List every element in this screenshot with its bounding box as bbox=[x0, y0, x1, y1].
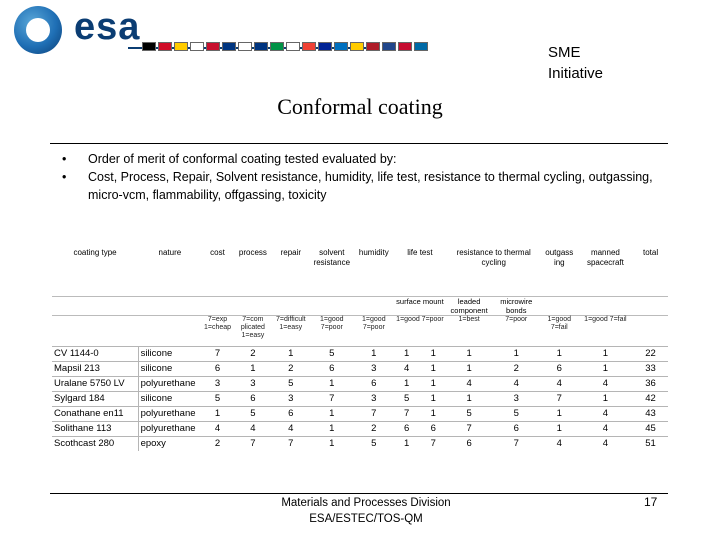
cell-value: 6 bbox=[309, 362, 354, 377]
header-nature: nature bbox=[138, 248, 202, 297]
flag-icon bbox=[238, 42, 252, 51]
flag-icon bbox=[366, 42, 380, 51]
scale-process: 7=com plicated 1=easy bbox=[233, 316, 272, 347]
cell-value: 1 bbox=[578, 392, 633, 407]
header-life-test: life test bbox=[393, 248, 446, 297]
flag-icon bbox=[174, 42, 188, 51]
cell-value: 5 bbox=[309, 347, 354, 362]
sme-line-1: SME bbox=[548, 44, 581, 61]
cell-value: 1 bbox=[309, 437, 354, 452]
scale-thermal-best: 1=best bbox=[447, 316, 492, 347]
flag-icon bbox=[398, 42, 412, 51]
cell-value: 1 bbox=[393, 437, 420, 452]
cell-value: 6 bbox=[447, 437, 492, 452]
scale-outgassing: 1=good 7=fail bbox=[541, 316, 578, 347]
header-repair: repair bbox=[272, 248, 309, 297]
cell-value: 4 bbox=[578, 437, 633, 452]
cell-value: 45 bbox=[633, 422, 668, 437]
table-header-row bbox=[52, 248, 668, 297]
cell-value: 7 bbox=[541, 392, 578, 407]
table-row bbox=[52, 362, 668, 377]
cell-value: 3 bbox=[492, 392, 541, 407]
flag-icon bbox=[334, 42, 348, 51]
flag-icon bbox=[222, 42, 236, 51]
coating-table-container bbox=[52, 248, 668, 449]
scale-thermal-poor: 7=poor bbox=[492, 316, 541, 347]
cell-value: 4 bbox=[202, 422, 234, 437]
cell-value: 2 bbox=[233, 347, 272, 362]
cell-value: 1 bbox=[578, 362, 633, 377]
cell-value: 6 bbox=[420, 422, 447, 437]
cell-nature: silicone bbox=[138, 347, 202, 362]
cell-value: 1 bbox=[309, 407, 354, 422]
cell-coating-type: CV 1144-0 bbox=[52, 347, 138, 362]
header-process: process bbox=[233, 248, 272, 297]
header-outgassing: outgass ing bbox=[541, 248, 578, 297]
footer-division: Materials and Processes Division bbox=[281, 497, 451, 509]
bullet-item bbox=[62, 150, 682, 168]
flag-icon bbox=[350, 42, 364, 51]
cell-value: 3 bbox=[233, 377, 272, 392]
bullet-text: Order of merit of conformal coating tested evaluated by: bbox=[88, 152, 397, 166]
cell-value: 42 bbox=[633, 392, 668, 407]
cell-value: 2 bbox=[354, 422, 393, 437]
table-row bbox=[52, 422, 668, 437]
cell-value: 5 bbox=[492, 407, 541, 422]
cell-value: 1 bbox=[420, 407, 447, 422]
cell-value: 4 bbox=[578, 407, 633, 422]
cell-value: 4 bbox=[447, 377, 492, 392]
bullet-list bbox=[62, 150, 682, 204]
cell-value: 1 bbox=[420, 347, 447, 362]
esa-logo-text: esa bbox=[74, 6, 141, 48]
cell-value: 1 bbox=[492, 347, 541, 362]
cell-value: 1 bbox=[393, 377, 420, 392]
cell-value: 6 bbox=[272, 407, 309, 422]
cell-nature: silicone bbox=[138, 362, 202, 377]
header-humidity: humidity bbox=[354, 248, 393, 297]
cell-value: 3 bbox=[272, 392, 309, 407]
header-solvent: solvent resistance bbox=[309, 248, 354, 297]
header-cost: cost bbox=[202, 248, 234, 297]
cell-value: 7 bbox=[354, 407, 393, 422]
cell-value: 1 bbox=[233, 362, 272, 377]
cell-value: 7 bbox=[233, 437, 272, 452]
bullet-text: Cost, Process, Repair, Solvent resistance, humidity, life test, resistance to thermal cycling, outgassing, micro-vcm, flammability, offgassing, toxicity bbox=[88, 170, 653, 202]
cell-value: 4 bbox=[272, 422, 309, 437]
cell-nature: silicone bbox=[138, 392, 202, 407]
cell-value: 4 bbox=[492, 377, 541, 392]
cell-value: 6 bbox=[354, 377, 393, 392]
cell-value: 2 bbox=[272, 362, 309, 377]
table-row bbox=[52, 392, 668, 407]
cell-value: 51 bbox=[633, 437, 668, 452]
bullet-item bbox=[62, 168, 682, 204]
cell-value: 33 bbox=[633, 362, 668, 377]
cell-value: 7 bbox=[309, 392, 354, 407]
cell-value: 1 bbox=[420, 377, 447, 392]
cell-value: 1 bbox=[541, 407, 578, 422]
flag-icon bbox=[302, 42, 316, 51]
flag-icon bbox=[270, 42, 284, 51]
cell-value: 1 bbox=[447, 347, 492, 362]
bullet-icon: • bbox=[62, 170, 67, 184]
flag-icon bbox=[382, 42, 396, 51]
cell-value: 4 bbox=[578, 377, 633, 392]
cell-value: 4 bbox=[578, 422, 633, 437]
scale-cost: 7=exp 1=cheap bbox=[202, 316, 234, 347]
table-body bbox=[52, 347, 668, 452]
cell-value: 1 bbox=[447, 392, 492, 407]
flag-icon bbox=[190, 42, 204, 51]
cell-value: 3 bbox=[354, 362, 393, 377]
cell-value: 7 bbox=[447, 422, 492, 437]
cell-value: 5 bbox=[447, 407, 492, 422]
flag-icon bbox=[286, 42, 300, 51]
cell-nature: polyurethane bbox=[138, 422, 202, 437]
coating-merit-table bbox=[52, 248, 668, 451]
table-scale-row bbox=[52, 316, 668, 347]
esa-globe-icon bbox=[14, 6, 62, 54]
table-row bbox=[52, 347, 668, 362]
cell-value: 7 bbox=[272, 437, 309, 452]
bullet-icon: • bbox=[62, 152, 67, 166]
flag-icon bbox=[158, 42, 172, 51]
cell-value: 7 bbox=[420, 437, 447, 452]
subheader-microwire: microwire bonds bbox=[500, 297, 533, 315]
cell-value: 7 bbox=[202, 347, 234, 362]
cell-value: 3 bbox=[354, 392, 393, 407]
cell-value: 5 bbox=[354, 437, 393, 452]
cell-value: 4 bbox=[233, 422, 272, 437]
footer-divider bbox=[50, 493, 668, 494]
table-row bbox=[52, 377, 668, 392]
cell-value: 1 bbox=[420, 362, 447, 377]
cell-value: 1 bbox=[578, 347, 633, 362]
scale-life-test: 1=good 7=poor bbox=[393, 316, 446, 347]
scale-repair: 7=difficult 1=easy bbox=[272, 316, 309, 347]
cell-coating-type: Conathane en11 bbox=[52, 407, 138, 422]
subheader-surface-mount: surface mount bbox=[396, 297, 444, 306]
table-row bbox=[52, 407, 668, 422]
sme-line-2: Initiative bbox=[548, 65, 604, 82]
scale-humidity: 1=good 7=poor bbox=[354, 316, 393, 347]
cell-nature: epoxy bbox=[138, 437, 202, 452]
cell-value: 36 bbox=[633, 377, 668, 392]
cell-value: 1 bbox=[309, 422, 354, 437]
cell-value: 4 bbox=[541, 437, 578, 452]
cell-value: 1 bbox=[541, 422, 578, 437]
cell-value: 43 bbox=[633, 407, 668, 422]
cell-nature: polyurethane bbox=[138, 407, 202, 422]
cell-value: 1 bbox=[447, 362, 492, 377]
subheader-leaded: leaded component bbox=[450, 297, 488, 315]
cell-value: 1 bbox=[272, 347, 309, 362]
slide-title: Conformal coating bbox=[277, 94, 443, 119]
footer-text bbox=[250, 495, 482, 527]
cell-coating-type: Mapsil 213 bbox=[52, 362, 138, 377]
cell-value: 1 bbox=[393, 347, 420, 362]
flag-icon bbox=[142, 42, 156, 51]
cell-value: 6 bbox=[541, 362, 578, 377]
header-coating-type: coating type bbox=[52, 248, 138, 297]
cell-coating-type: Uralane 5750 LV bbox=[52, 377, 138, 392]
table-subheader-row bbox=[52, 297, 668, 316]
sme-initiative-label bbox=[548, 42, 603, 84]
cell-value: 6 bbox=[492, 422, 541, 437]
cell-value: 6 bbox=[233, 392, 272, 407]
cell-value: 4 bbox=[541, 377, 578, 392]
cell-value: 5 bbox=[272, 377, 309, 392]
cell-value: 7 bbox=[492, 437, 541, 452]
header-total: total bbox=[633, 248, 668, 297]
cell-value: 6 bbox=[202, 362, 234, 377]
cell-value: 1 bbox=[420, 392, 447, 407]
scale-solvent: 1=good 7=poor bbox=[309, 316, 354, 347]
cell-value: 1 bbox=[541, 347, 578, 362]
cell-value: 5 bbox=[393, 392, 420, 407]
footer-department: ESA/ESTEC/TOS-QM bbox=[309, 513, 423, 525]
cell-value: 1 bbox=[309, 377, 354, 392]
flag-icon bbox=[414, 42, 428, 51]
page-number: 17 bbox=[644, 495, 658, 509]
cell-coating-type: Scothcast 280 bbox=[52, 437, 138, 452]
table-row bbox=[52, 437, 668, 452]
cell-value: 1 bbox=[202, 407, 234, 422]
cell-value: 6 bbox=[393, 422, 420, 437]
cell-value: 3 bbox=[202, 377, 234, 392]
cell-value: 5 bbox=[202, 392, 234, 407]
flag-icon bbox=[206, 42, 220, 51]
cell-coating-type: Solithane 113 bbox=[52, 422, 138, 437]
cell-value: 7 bbox=[393, 407, 420, 422]
scale-manned: 1=good 7=fail bbox=[578, 316, 633, 347]
header-manned: manned spacecraft bbox=[578, 248, 633, 297]
title-divider bbox=[50, 143, 668, 144]
cell-value: 2 bbox=[202, 437, 234, 452]
cell-value: 22 bbox=[633, 347, 668, 362]
flag-icon bbox=[318, 42, 332, 51]
flag-icon bbox=[254, 42, 268, 51]
member-flags bbox=[142, 42, 428, 51]
cell-value: 5 bbox=[233, 407, 272, 422]
esa-logo bbox=[8, 6, 378, 56]
cell-nature: polyurethane bbox=[138, 377, 202, 392]
cell-value: 4 bbox=[393, 362, 420, 377]
cell-coating-type: Sylgard 184 bbox=[52, 392, 138, 407]
cell-value: 1 bbox=[354, 347, 393, 362]
header-thermal: resistance to thermal cycling bbox=[447, 248, 541, 297]
cell-value: 2 bbox=[492, 362, 541, 377]
